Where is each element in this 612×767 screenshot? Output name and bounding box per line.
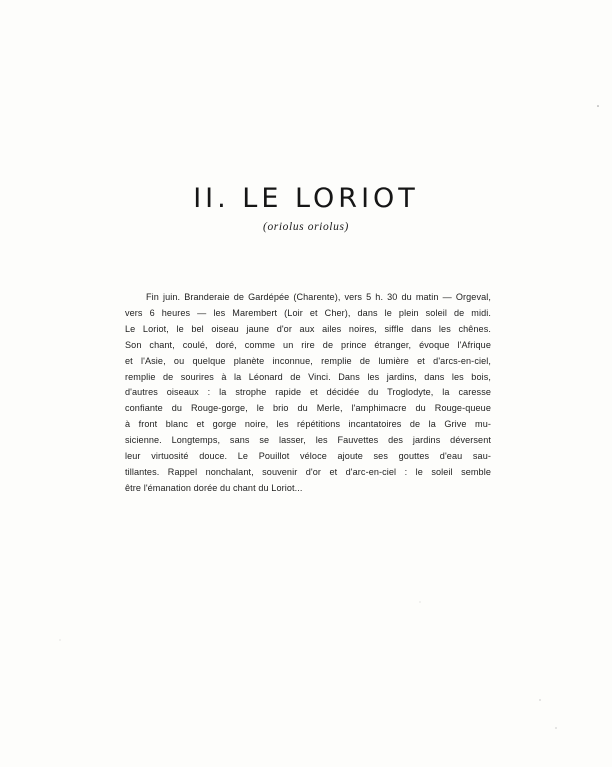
text-line: à front blanc et gorge noire, les répétitions incantatoires de la Grive mu- — [125, 419, 491, 430]
text-line: être l'émanation dorée du chant du Loriot... — [125, 482, 303, 493]
text-line: remplie de sourires à la Léonard de Vinci. Dans les jardins, dans les bois, — [125, 371, 491, 382]
text-line: Son chant, coulé, doré, comme un rire de prince étranger, évoque l'Afrique — [125, 339, 491, 350]
text-line: confiante du Rouge-gorge, le brio du Merle, l'amphimacre du Rouge-queue — [125, 403, 491, 414]
text-line: d'autres oiseaux : la strophe rapide et décidée du Troglodyte, la caresse — [125, 387, 491, 398]
text-line: vers 6 heures — les Marembert (Loir et Cher), dans le plein soleil de midi. — [125, 307, 491, 318]
text-line: Le Loriot, le bel oiseau jaune d'or aux ailes noires, siffle dans les chênes. — [125, 323, 491, 334]
text-line: tillantes. Rappel nonchalant, souvenir d'or et d'arc-en-ciel : le soleil semble — [125, 466, 491, 477]
chapter-title: II. LE LORIOT — [193, 183, 419, 214]
chapter-subtitle: (oriolus oriolus) — [263, 221, 349, 233]
text-line: leur virtuosité douce. Le Pouillot véloce ajoute ses gouttes d'eau sau- — [125, 451, 491, 462]
text-line: Fin juin. Branderaie de Gardépée (Charente), vers 5 h. 30 du matin — Orgeval, — [146, 292, 491, 302]
text-line: et l'Asie, ou quelque planète inconnue, remplie de lumière et d'arcs-en-ciel, — [125, 355, 491, 366]
text-line: sicienne. Longtemps, sans se lasser, les Fauvettes des jardins déversent — [125, 435, 491, 446]
